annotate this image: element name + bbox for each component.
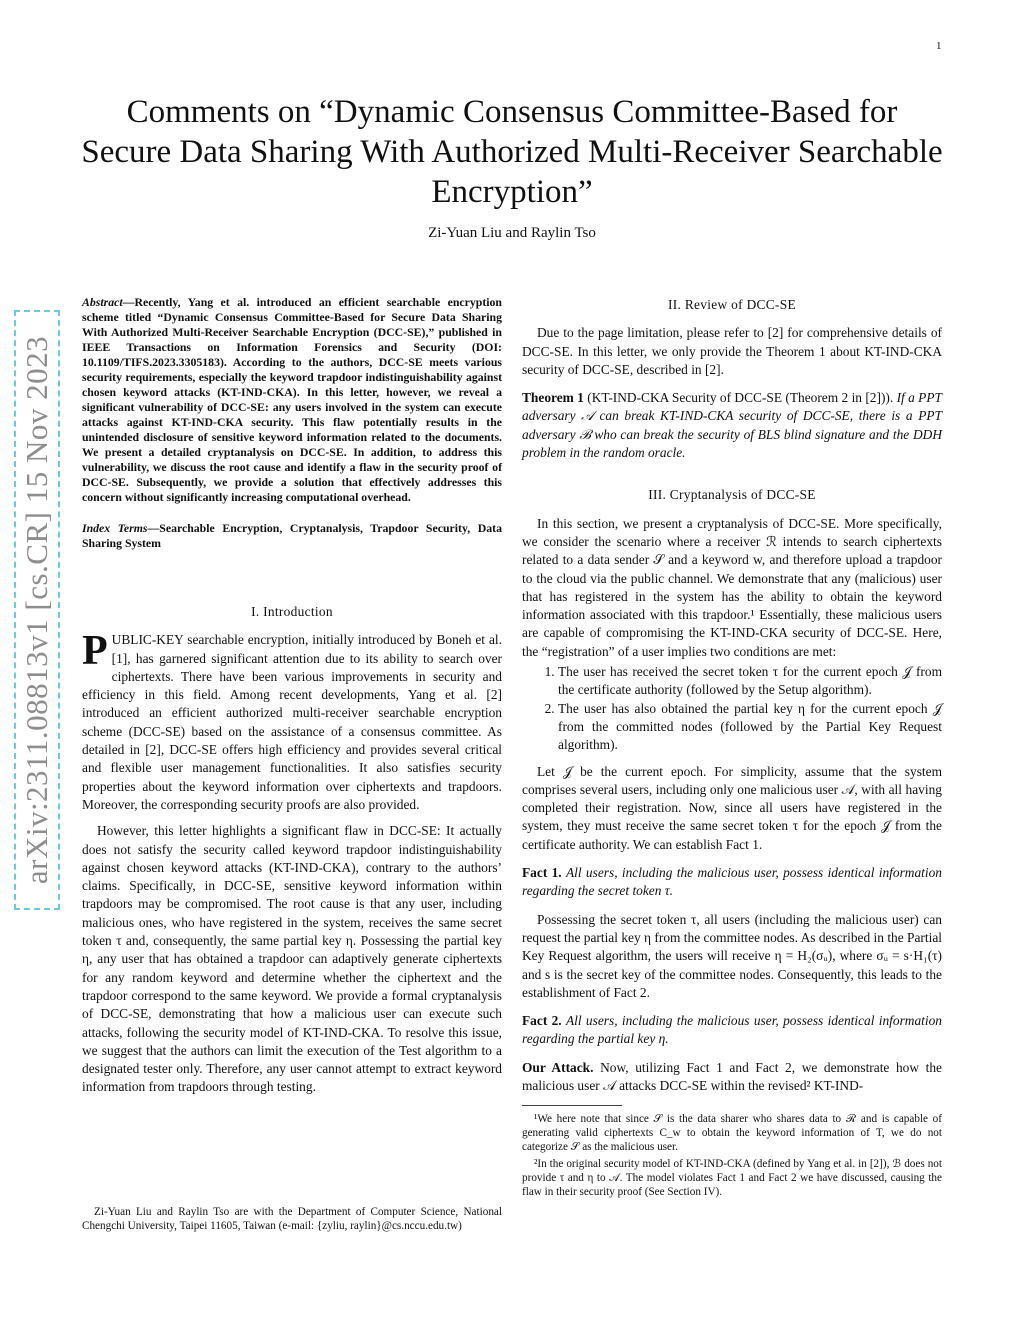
paper-authors: Zi-Yuan Liu and Raylin Tso [428, 225, 596, 241]
fact-1 [522, 864, 942, 901]
fact-2 [522, 1012, 942, 1049]
author-affiliation-footnote: Zi-Yuan Liu and Raylin Tso are with the Department of Computer Science, National Chengchi University, Taipei 11605, Taiwan (e-mail: {zyliu, raylin}@cs.nccu.edu.tw) [82, 1206, 502, 1232]
theorem-1-label: Theorem 1 [522, 390, 584, 406]
list-item: 1. The user has received the secret token τ for the current epoch 𝒥 from the certificate authority (followed by the Setup algorithm). [558, 663, 942, 700]
left-column [82, 295, 502, 1097]
section-heading-cryptanalysis: III. Cryptanalysis of DCC-SE [648, 487, 816, 503]
theorem-1 [522, 389, 942, 462]
registration-conditions-list [522, 663, 942, 754]
index-terms [82, 521, 502, 551]
abstract-text: —Recently, Yang et al. introduced an efficient searchable encryption scheme titled “Dynamic Consensus Committee-Based for Secure Data Sharing With Authorized Multi-Receiver Searchable Encryption (DCC-SE),” published in IEEE Transactions on Information Forensics and Security (DOI: 10.1109/TIFS.2023.3305183). According to the authors, DCC-SE meets various security requirements, especially the keyword trapdoor indistinguishability against chosen keyword attacks (KT-IND-CKA). In this letter, however, we reveal a significant vulnerability of DCC-SE: any users involved in the system can execute attacks against KT-IND-CKA security. This flaw potentially results in the unintended disclosure of sensitive keyword information related to the documents. We present a detailed cryptanalysis on DCC-SE. In addition, to address this vulnerability, we discuss the root cause and identify a flaw in the security proof of DCC-SE. Subsequently, we provide a solution that effectively addresses this concern without significantly increasing computational overhead. [82, 295, 502, 504]
abstract [82, 295, 502, 505]
section-heading-review: II. Review of DCC-SE [668, 297, 796, 312]
fact-1-body: All users, including the malicious user, possess identical information regarding the secret token τ. [522, 865, 943, 899]
index-terms-text: —Searchable Encryption, Cryptanalysis, Trapdoor Security, Data Sharing System [82, 521, 502, 550]
cryptanalysis-paragraph-1: In this section, we present a cryptanalysis of DCC-SE. More specifically, we consider the scenario where a receiver ℛ intends to search ciphertexts related to a data sender 𝒮 and a keyword w, and therefore upload a trapdoor to the cloud via the public channel. We demonstrate that any (malicious) user that has registered in the system has the ability to obtain the keyword information associated with this trapdoor.¹ Essentially, these malicious users are capable of compromising the KT-IND-CKA security of DCC-SE. Here, the “registration” of a user implies two conditions are met: [522, 515, 942, 659]
page-number: 1 [936, 40, 942, 52]
cryptanalysis-paragraph-3: Possessing the secret token τ, all users (including the malicious user) can request the partial key η from the committee nodes. As described in the Partial Key Request algorithm, the users will receive η = H₂(σᵤ), where σᵤ = s·H₁(τ) and s is the secret key of the committee nodes. Consequently, this leads to the establishment of Fact 2. [522, 911, 942, 1000]
fact-2-label: Fact 2. [522, 1013, 562, 1029]
cryptanalysis-paragraph-2: Let 𝒥 be the current epoch. For simplicity, assume that the system comprises several users, including only one malicious user 𝒜, with all having completed their registration. Now, since all users have registered in the system, they must receive the same secret token τ for the epoch 𝒥 from the certificate authority. We can establish Fact 1. [522, 763, 942, 852]
list-item: 2. The user has also obtained the partial key η for the current epoch 𝒥 from the committed nodes (followed by the Partial Key Request algorithm). [558, 700, 942, 755]
footnote-1: ¹We here note that since 𝒮 is the data sharer who shares data to ℛ and is capable of generating valid ciphertexts C_w to obtain the keyword information of T, we do not categorize 𝒮 as the malicious user. [522, 1113, 942, 1154]
index-terms-label: Index Terms [82, 521, 148, 535]
footnote-rule [522, 1105, 622, 1106]
fact-2-body: All users, including the malicious user, possess identical information regarding the partial key η. [522, 1013, 943, 1047]
our-attack-paragraph [522, 1059, 942, 1096]
intro-paragraph-2: However, this letter highlights a significant flaw in DCC-SE: It actually does not satisfy the security called keyword trapdoor indistinguishability against chosen keyword attacks (KT-IND-CKA), contrary to the authors’ claims. Specifically, in DCC-SE, sensitive keyword information within trapdoors may be compromised. The root cause is that any user, including malicious ones, who have registered in the system, receives the same secret token τ and, consequently, the same partial key η. Possessing the partial key η, any user that has obtained a trapdoor can adaptively generate ciphertexts for any random keyword and determine whether the ciphertext and the trapdoor correspond to the same keyword. We provide a formal cryptanalysis of DCC-SE, demonstrating that how a malicious user can execute such attacks, following the security model of KT-IND-CKA. To resolve this issue, we suggest that the authors can limit the execution of the Test algorithm to a designated tester only. Therefore, any user cannot attempt to extract keyword information from trapdoors through testing. [82, 823, 502, 1095]
our-attack-label: Our Attack. [522, 1059, 594, 1075]
abstract-label: Abstract [82, 295, 123, 309]
right-column [522, 296, 942, 1202]
theorem-1-body: If a PPT adversary 𝒜 can break KT-IND-CKA security of DCC-SE, there is a PPT adversary ℬ who can break the security of BLS blind signature and the DDH problem in the random oracle. [522, 390, 942, 461]
arxiv-identifier-stamp [14, 310, 60, 910]
section-heading-introduction: I. Introduction [251, 604, 333, 619]
our-attack-body: Now, utilizing Fact 1 and Fact 2, we demonstrate how the malicious user 𝒜 attacks DCC-SE within the revised² KT-IND- [522, 1059, 943, 1093]
arxiv-id: arXiv:2311.08813v1 [cs.CR] 15 Nov 2023 [19, 335, 55, 885]
intro-paragraph-1-text: UBLIC-KEY searchable encryption, initially introduced by Boneh et al. [1], has garnered significant attention due to its ability to search over ciphertexts. There have been various improvements in security and efficiency in this field. Among recent developments, Yang et al. [2] introduced an efficient authorized multi-receiver searchable encryption scheme (DCC-SE) based on the assistance of a consensus committee. As detailed in [2], DCC-SE offers high efficiency and provides several critical and flexible user management functionalities. It also satisfies security properties about the keyword information over ciphertexts and trapdoors. Moreover, the corresponding security proofs are also provided. [82, 632, 502, 812]
intro-paragraph-1 [82, 628, 502, 814]
footnote-2: ²In the original security model of KT-IND-CKA (defined by Yang et al. in [2]), ℬ does not provide τ and η to 𝒜. The model violates Fact 1 and Fact 2 we have discussed, causing the flaw in their security proof (See Section IV). [522, 1158, 942, 1199]
review-paragraph: Due to the page limitation, please refer to [2] for comprehensive details of DCC-SE. In this letter, we only provide the Theorem 1 about KT-IND-CKA security of DCC-SE, described in [2]. [522, 325, 942, 377]
drop-cap: P [82, 628, 108, 675]
paper-title: Comments on “Dynamic Consensus Committee-Based for Secure Data Sharing With Authorized Multi-Receiver Searchable Encryption” [81, 94, 943, 210]
fact-1-label: Fact 1. [522, 865, 562, 881]
theorem-1-title: (KT-IND-CKA Security of DCC-SE (Theorem 2 in [2])). [587, 390, 894, 406]
